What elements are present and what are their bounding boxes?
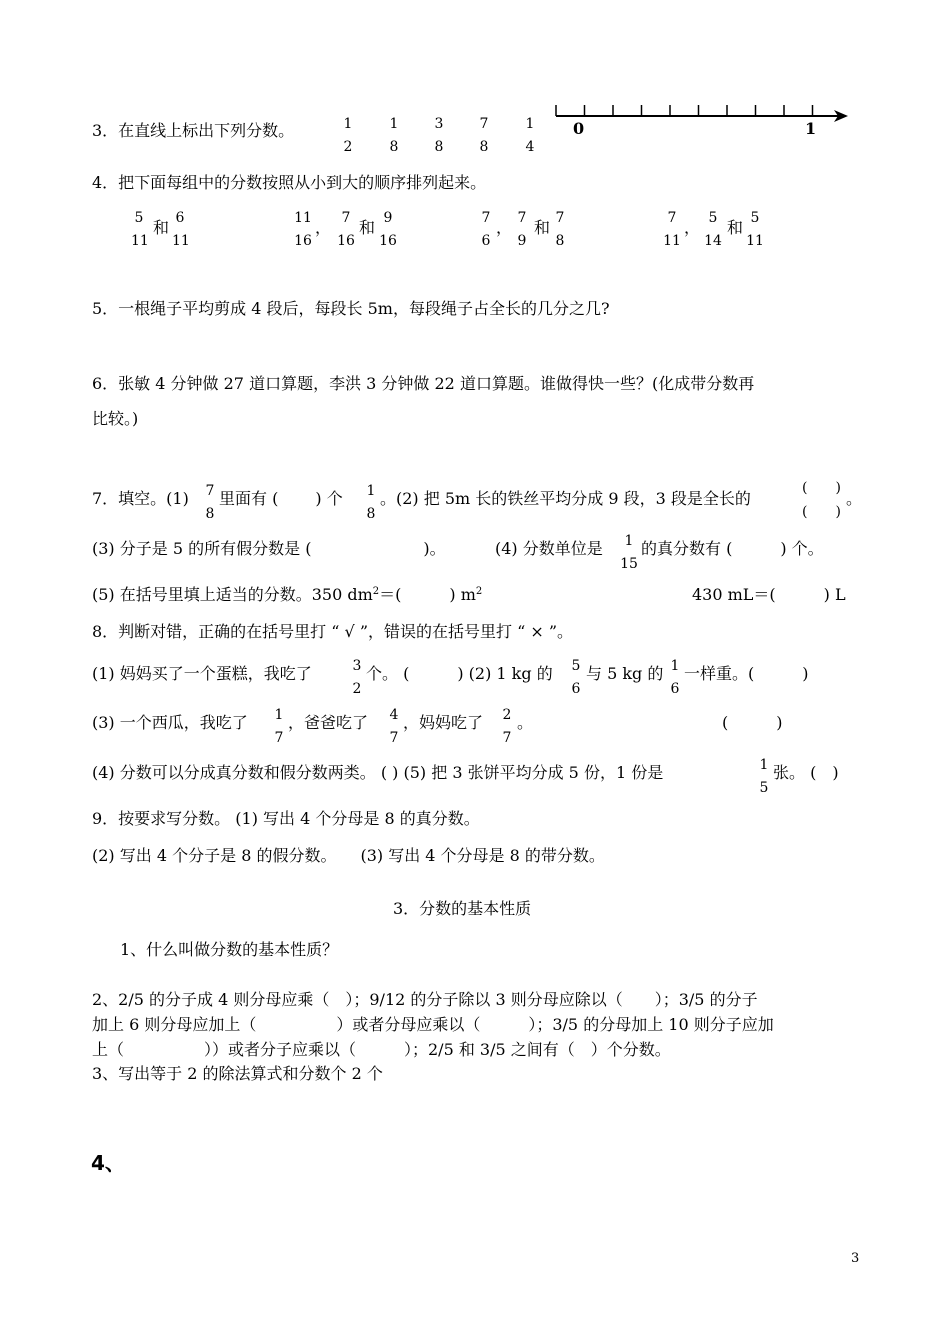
and-word: 和 <box>534 218 551 237</box>
fraction: 7 16 <box>337 210 355 249</box>
fraction: 7 8 <box>555 210 565 249</box>
q7-part3: (3) 分子是 5 的所有假分数是 ( )。 <box>92 539 446 558</box>
q7-part4-b: 的真分数有 ( ) 个。 <box>641 539 824 558</box>
q7-part1-d: 。 <box>846 489 863 508</box>
q5-text: 5．一根绳子平均剪成 4 段后，每段长 5m，每段绳子占全长的几分之几? <box>92 299 610 318</box>
q8-item2-b: 与 5 kg 的 <box>586 664 664 683</box>
section3-item1: 1、什么叫做分数的基本性质？ <box>120 940 339 959</box>
q7-part4-a: (4) 分数单位是 <box>495 539 603 558</box>
q8-item5-b: 张。 ( ) <box>773 763 839 782</box>
fraction: 7 6 <box>481 210 491 249</box>
q7-part1-b: 里面有 ( ) 个 <box>219 489 343 508</box>
q7-part5: (5) 在括号里填上适当的分数。350 $dm^2=$( ) $m^2$ <box>92 585 483 604</box>
fraction: 7 11 <box>663 210 681 249</box>
q8-item1-b: 个。 ( ) (2) 1 kg 的 <box>366 664 553 683</box>
comma: ， <box>496 218 513 237</box>
q9-line2: (2) 写出 4 个分子是 8 的假分数。 (3) 写出 4 个分母是 8 的带分数。 <box>92 846 605 865</box>
fraction: 4 7 <box>389 707 399 746</box>
section-title: 3．分数的基本性质 <box>393 899 532 918</box>
q9-label: 9．按要求写分数。 (1) 写出 4 个分母是 8 的真分数。 <box>92 809 480 828</box>
number-line-start-label: 0 <box>573 119 585 138</box>
comma: ， <box>684 218 701 237</box>
q4-label: 4．把下面每组中的分数按照从小到大的顺序排列起来。 <box>92 173 487 192</box>
q8-item3-a: (3) 一个西瓜，我吃了 <box>92 713 248 732</box>
q8-item2-c: 一样重。( ) <box>684 664 809 683</box>
section3-item2-line1: 2、2/5 的分子成 4 则分母应乘（ ）；9/12 的分子除以 3 则分母应除以（ ）；3/5 的分子 <box>92 990 758 1009</box>
fraction: 3 8 <box>434 116 444 155</box>
q6-line1: 6．张敏 4 分钟做 27 道口算题，李洪 3 分钟做 22 道口算题。谁做得快一些？(化成带分数再 <box>92 374 755 393</box>
number-line-end-label: 1 <box>805 119 817 138</box>
q8-item3-c: ，妈妈吃了 <box>403 713 484 732</box>
fraction: 7 9 <box>517 210 527 249</box>
section3-item2-line2: 加上 6 则分母应加上（ ）或者分母应乘以（ ）；3/5 的分母加上 10 则分子应加 <box>92 1015 774 1034</box>
q8-item4: (4) 分数可以分成真分数和假分数两类。 ( ) (5) 把 3 张饼平均分成 5 份，1 份是 <box>92 763 664 782</box>
q8-item3-d: 。 <box>517 713 534 732</box>
fraction: 1 7 <box>274 707 284 746</box>
fraction: 1 2 <box>343 116 353 155</box>
fraction: 1 6 <box>670 658 680 697</box>
fraction: 1 8 <box>389 116 399 155</box>
fraction: 5 6 <box>571 658 581 697</box>
fraction: 5 11 <box>131 210 149 249</box>
and-word: 和 <box>727 218 744 237</box>
fraction: 7 8 <box>205 483 215 522</box>
q6-line2: 比较。) <box>92 409 139 428</box>
section3-item2-line3: 上（ ））或者分子应乘以（ ）；2/5 和 3/5 之间有（ ）个分数。 <box>92 1040 671 1059</box>
answer-paren-denominator[interactable]: ( ) <box>802 504 841 520</box>
fraction: 11 16 <box>294 210 312 249</box>
comma: ， <box>315 218 332 237</box>
fraction: 1 15 <box>620 533 638 572</box>
fraction: 5 11 <box>746 210 764 249</box>
fraction: 1 8 <box>366 483 376 522</box>
fraction: 2 7 <box>502 707 512 746</box>
page-number: 3 <box>851 1251 860 1266</box>
q8-item1-a: (1) 妈妈买了一个蛋糕，我吃了 <box>92 664 312 683</box>
q8-item3-b: ，爸爸吃了 <box>288 713 369 732</box>
fraction: 5 14 <box>704 210 722 249</box>
q7-part1-a: 7．填空。(1) <box>92 489 189 508</box>
q8-label: 8．判断对错，正确的在括号里打 “ √ ”，错误的在括号里打 “ × ”。 <box>92 622 574 641</box>
fraction: 9 16 <box>379 210 397 249</box>
q3-label: 3．在直线上标出下列分数。 <box>92 121 295 140</box>
and-word: 和 <box>153 218 170 237</box>
q8-item3-answer[interactable]: ( ) <box>722 713 783 732</box>
and-word: 和 <box>359 218 376 237</box>
fraction: 1 5 <box>759 757 769 796</box>
fraction: 1 4 <box>525 116 535 155</box>
answer-paren-numerator[interactable]: ( ) <box>802 480 841 496</box>
fraction: 3 2 <box>352 658 362 697</box>
question-4-heading: 4、 <box>91 1151 125 1175</box>
fraction: 7 8 <box>479 116 489 155</box>
fraction: 6 11 <box>172 210 190 249</box>
section3-item3: 3、写出等于 2 的除法算式和分数个 2 个 <box>92 1064 383 1083</box>
q7-part1-c: 。(2) 把 5m 长的铁丝平均分成 9 段，3 段是全长的 <box>380 489 751 508</box>
q7-part5-c: 430 mL＝( ) L <box>692 585 846 604</box>
